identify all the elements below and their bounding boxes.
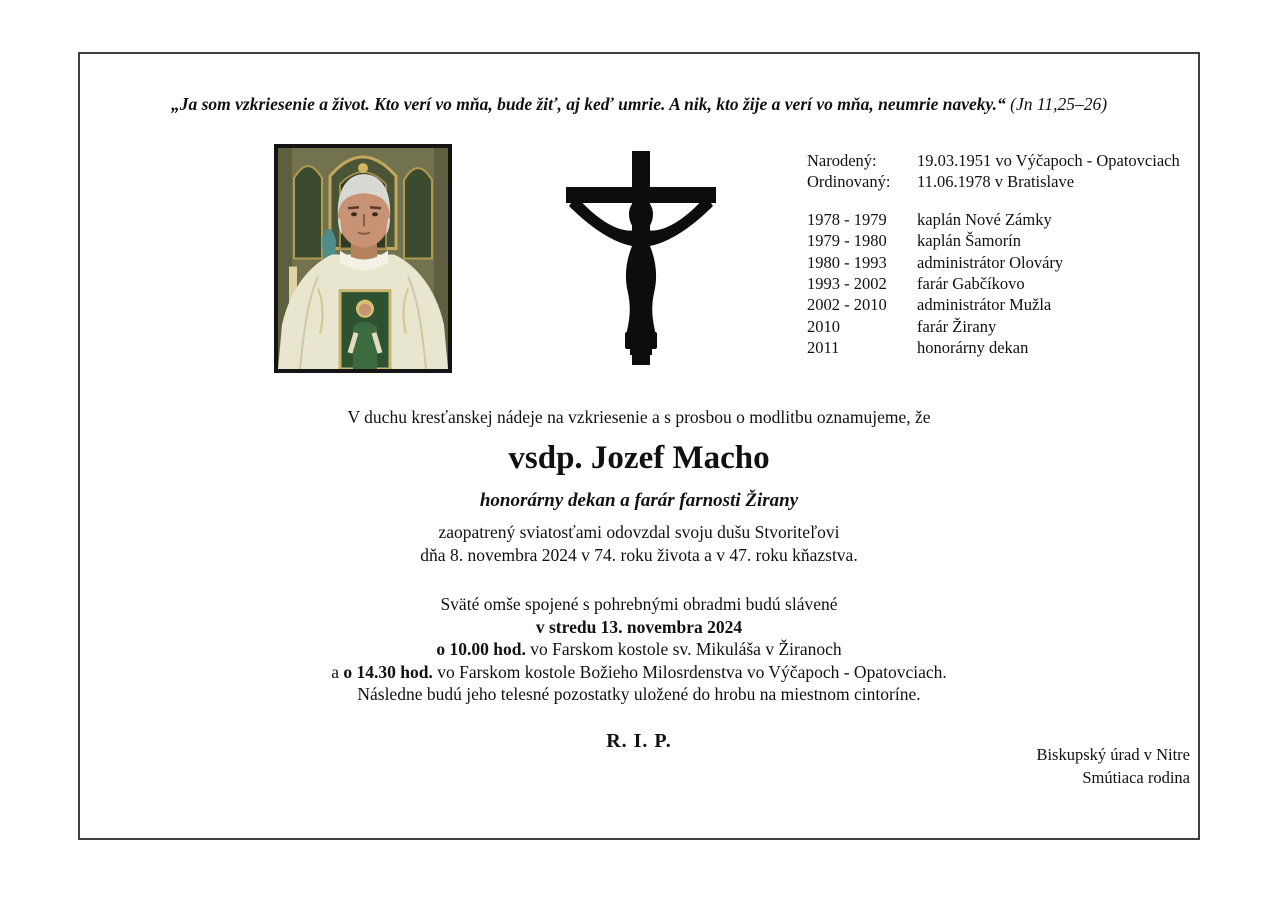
deceased-name: vsdp. Jozef Macho [508,440,770,476]
vital-row [807,171,1180,192]
rip-text: R. I. P. [606,729,672,752]
deceased-title: honorárny dekan a farár farnosti Žirany [479,490,799,511]
career-role: administrátor Olováry [917,252,1064,272]
career-row [807,294,1180,315]
career-role: kaplán Šamorín [917,231,1022,251]
career-role: administrátor Mužla [917,295,1052,315]
career-row [807,252,1180,273]
crucifix-silhouette-icon [564,148,718,368]
death-line-2: dňa 8. novembra 2024 v 74. roku života a v 47. roku kňazstva. [420,545,858,565]
signature-line: Smútiaca rodina [1082,767,1190,787]
vital-value: 19.03.1951 vo Výčapoch - Opatovciach [917,151,1180,170]
priest-portrait-image [278,148,448,369]
mass1-time: o 10.00 hod. [436,639,526,659]
career-row [807,337,1180,358]
announcement-intro: V duchu kresťanskej nádeje na vzkriesenie a s prosbou o modlitbu oznamujeme, že [347,407,931,427]
vitals-list [807,150,1180,193]
mass2-prefix: a [331,661,344,682]
signature-line: Biskupský úrad v Nitre [1036,745,1190,764]
career-role: honorárny dekan [917,338,1029,358]
funeral-date: v stredu 13. novembra 2024 [535,616,743,637]
career-role: farár Žirany [917,316,997,336]
biography-block [807,150,1180,359]
signatures-block [1036,744,1190,789]
mass1-place: vo Farskom kostole sv. Mikuláša v Žiranoch [525,639,842,659]
crucifix-icon [564,148,718,368]
career-years: 1979 - 1980 [807,231,887,251]
funeral-details [80,593,1198,706]
career-row [807,316,1180,337]
scripture-quote [80,94,1198,115]
mass2-time: o 14.30 hod. [343,661,433,682]
career-years: 2002 - 2010 [807,295,887,315]
career-years: 2010 [807,316,840,336]
scripture-reference: (Jn 11,25–26) [1010,94,1108,114]
vital-label: Ordinovaný: [807,172,891,192]
death-notice-page [78,52,1200,840]
career-list [807,209,1180,359]
announcement-section [80,406,1198,753]
career-years: 1993 - 2002 [807,274,887,294]
career-row [807,230,1180,251]
mass2-place: vo Farskom kostole Božieho Milosrdenstva vo Výčapoch - Opatovciach. [432,661,947,682]
vital-row [807,150,1180,171]
vital-label: Narodený: [807,151,877,170]
career-role: kaplán Nové Zámky [917,209,1052,229]
career-years: 1978 - 1979 [807,209,887,229]
career-role: farár Gabčíkovo [917,274,1025,294]
funeral-intro: Sväté omše spojené s pohrebnými obradmi budú slávené [440,594,838,614]
funeral-mass-2 [80,661,1198,684]
funeral-mass-1 [80,638,1198,661]
funeral-closing: Následne budú jeho telesné pozostatky uložené do hrobu na miestnom cintoríne. [357,684,921,704]
career-row [807,209,1180,230]
scripture-quote-text: „Ja som vzkriesenie a život. Kto verí vo mňa, bude žiť, aj keď umrie. A nik, kto žije a verí vo mňa, neumrie naveky.“ [170,94,1011,114]
vital-value: 11.06.1978 v Bratislave [917,172,1075,192]
career-years: 2011 [807,338,840,358]
deceased-portrait-photo [274,144,452,373]
death-line-1: zaopatrený sviatosťami odovzdal svoju dušu Stvoriteľovi [438,522,840,542]
career-years: 1980 - 1993 [807,252,887,272]
career-row [807,273,1180,294]
